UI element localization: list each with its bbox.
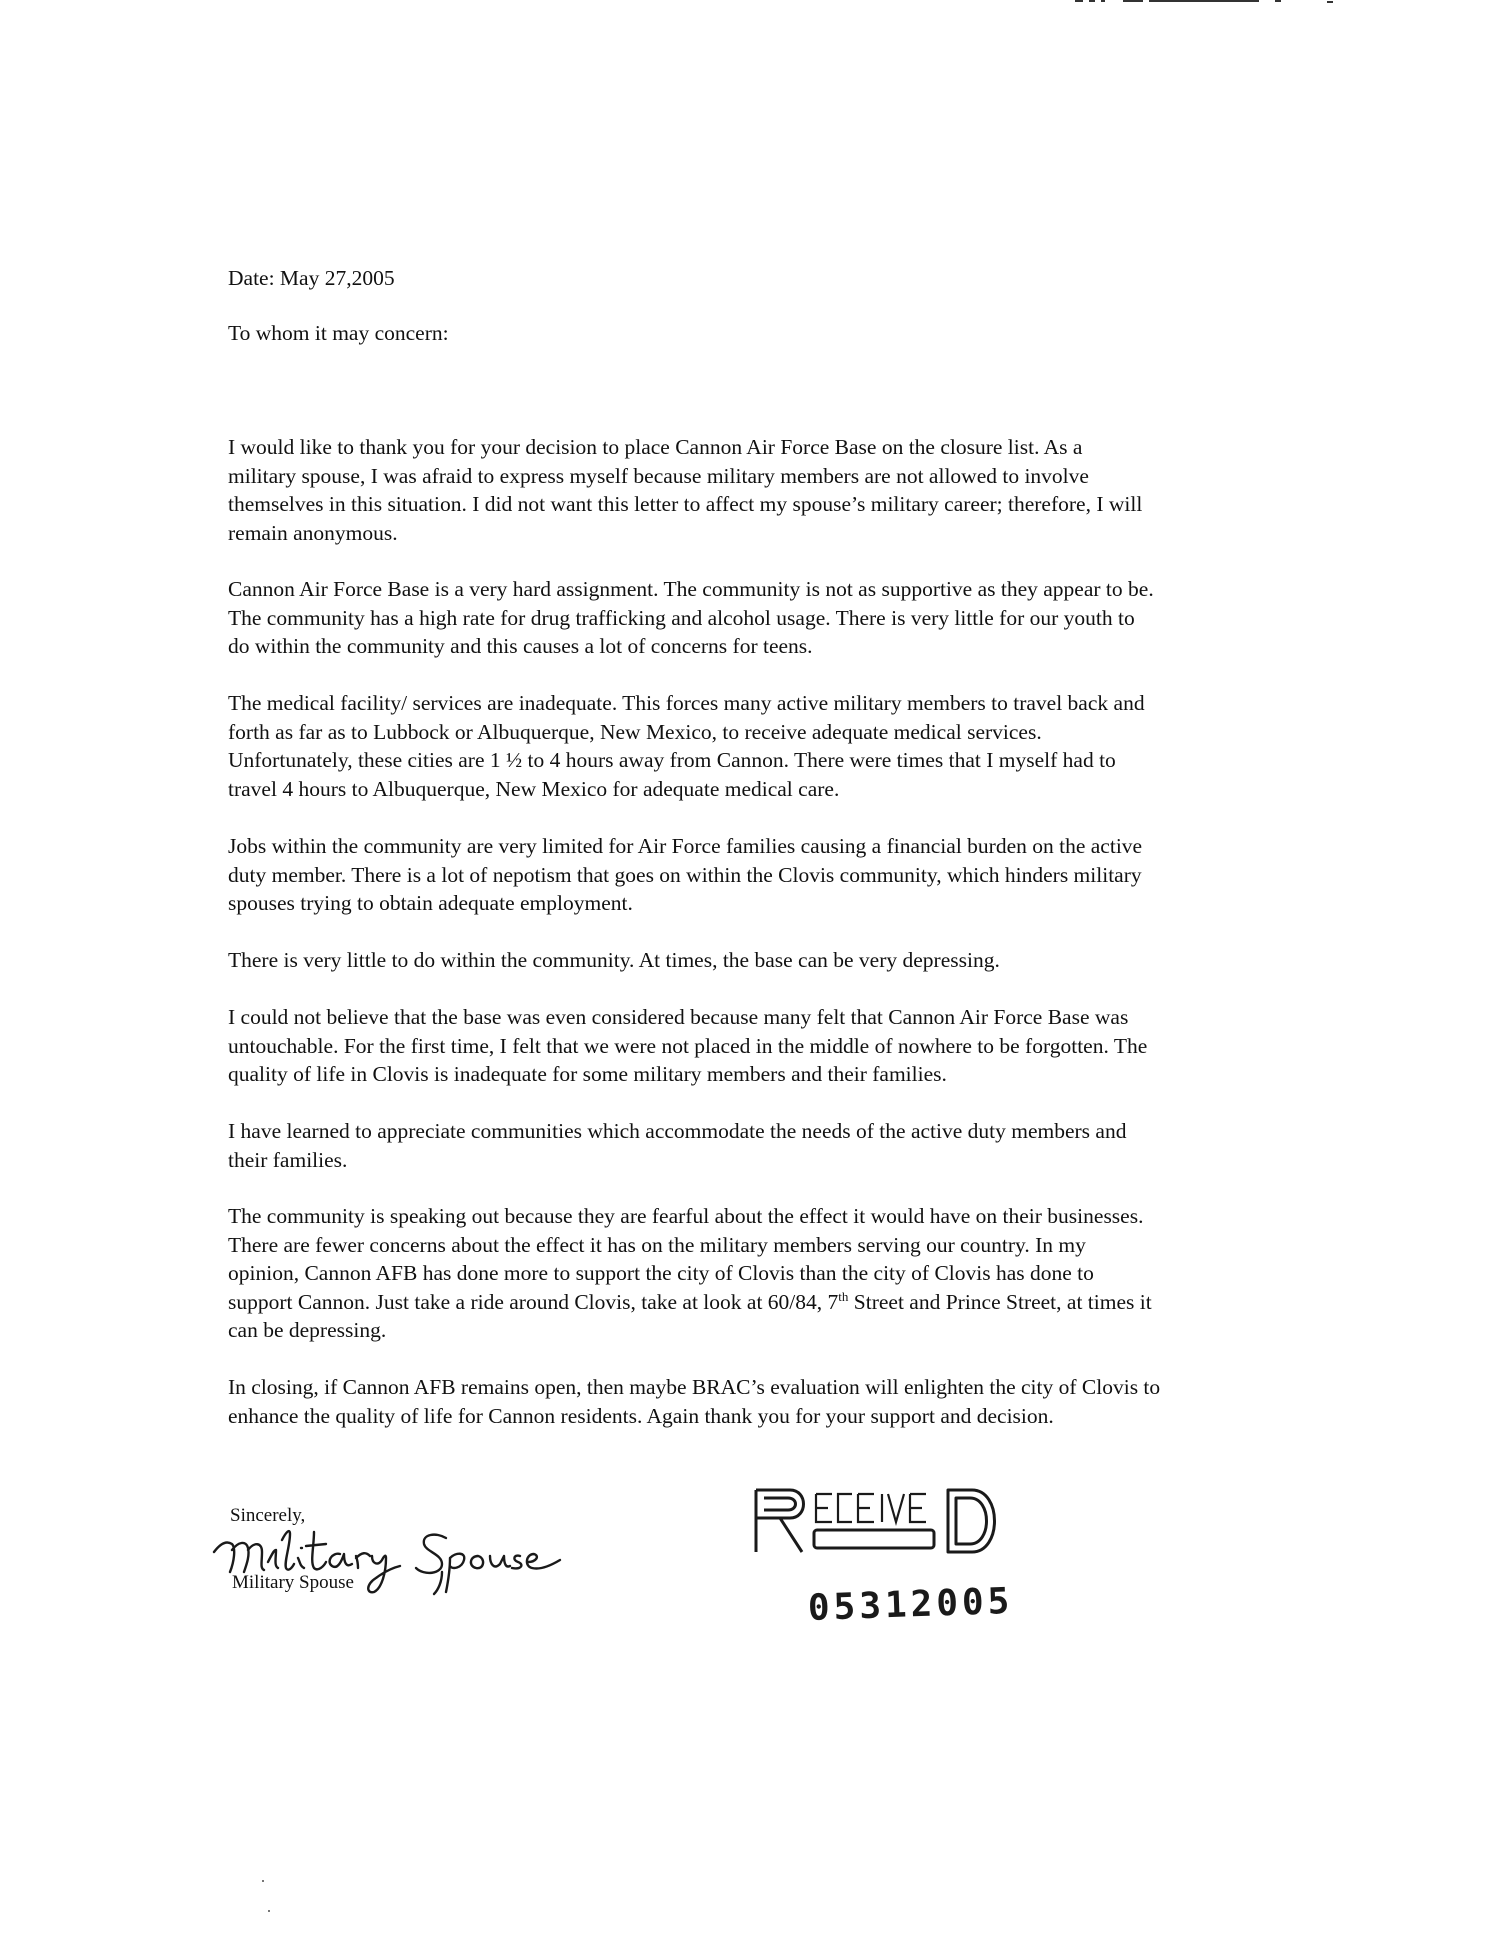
- paragraph-line: remain anonymous.: [228, 520, 398, 545]
- received-stamp: [750, 1482, 1010, 1562]
- paragraph-1: [228, 433, 1293, 547]
- scan-speck: [268, 1910, 270, 1912]
- paragraph-7: [228, 1117, 1293, 1174]
- paragraph-5: [228, 946, 1293, 975]
- paragraph-line: The medical facility/ services are inadequate. This forces many active military members to travel back and: [228, 691, 1145, 715]
- paragraph-9: [228, 1373, 1293, 1430]
- paragraph-line: travel 4 hours to Albuquerque, New Mexico for adequate medical care.: [228, 776, 840, 801]
- paragraph-line: I could not believe that the base was even considered because many felt that Cannon Air Force Base was: [228, 1005, 1129, 1029]
- paragraph-line: The community is speaking out because they are fearful about the effect it would have on their businesses.: [228, 1204, 1144, 1228]
- paragraph-6: [228, 1003, 1293, 1089]
- paragraph-line: There is very little to do within the community. At times, the base can be very depressing.: [228, 948, 1000, 972]
- stamp-date-number: 05312005: [807, 1580, 1014, 1629]
- paragraph-line: There are fewer concerns about the effect it has on the military members serving our country. In my: [228, 1232, 1086, 1257]
- paragraph-line: forth as far as to Lubbock or Albuquerque, New Mexico, to receive adequate medical services.: [228, 719, 1042, 744]
- paragraph-line: their families.: [228, 1147, 348, 1172]
- paragraph-line: duty member. There is a lot of nepotism that goes on within the Clovis community, which hinders military: [228, 862, 1142, 887]
- signer-name: Military Spouse: [232, 1572, 354, 1593]
- salutation: To whom it may concern:: [228, 321, 449, 345]
- paragraph-3: [228, 689, 1293, 803]
- paragraph-8: [228, 1202, 1293, 1345]
- paragraph-line: untouchable. For the first time, I felt that we were not placed in the middle of nowhere to be forgotten. The: [228, 1033, 1148, 1058]
- paragraph-2: [228, 575, 1293, 661]
- paragraph-line: quality of life in Clovis is inadequate for some military members and their families.: [228, 1062, 947, 1087]
- paragraph-line: opinion, Cannon AFB has done more to support the city of Clovis than the city of Clovis has done to: [228, 1261, 1094, 1286]
- paragraph-line: The community has a high rate for drug trafficking and alcohol usage. There is very little for our youth to: [228, 605, 1135, 630]
- paragraph-line: do within the community and this causes a lot of concerns for teens.: [228, 634, 813, 659]
- paragraph-line: enhance the quality of life for Cannon residents. Again thank you for your support and decision.: [228, 1403, 1054, 1428]
- paragraph-4: [228, 832, 1293, 918]
- scan-speck: [262, 1880, 264, 1882]
- scan-top-marks: [1075, 0, 1335, 6]
- paragraph-line: Unfortunately, these cities are 1 ½ to 4 hours away from Cannon. There were times that I myself had to: [228, 748, 1116, 773]
- paragraph-line: can be depressing.: [228, 1318, 387, 1343]
- paragraph-line: themselves in this situation. I did not want this letter to affect my spouse’s military career; therefore, I will: [228, 492, 1143, 517]
- closing: Sincerely,: [230, 1505, 306, 1526]
- date-line: Date: May 27,2005: [228, 266, 395, 290]
- paragraph-line: In closing, if Cannon AFB remains open, then maybe BRAC’s evaluation will enlighten the city of Clovis to: [228, 1375, 1161, 1399]
- paragraph-line: military spouse, I was afraid to express myself because military members are not allowed to involve: [228, 463, 1089, 488]
- paragraph-line-support: support Cannon. Just take a ride around Clovis, take at look at 60/84, 7th Street and Prince Street, at times it: [228, 1288, 1152, 1314]
- paragraph-line: Jobs within the community are very limited for Air Force families causing a financial burden on the active: [228, 834, 1143, 858]
- paragraph-line: I would like to thank you for your decision to place Cannon Air Force Base on the closure list. As a: [228, 435, 1083, 459]
- paragraph-line: I have learned to appreciate communities which accommodate the needs of the active duty members and: [228, 1119, 1127, 1143]
- paragraph-line: Cannon Air Force Base is a very hard assignment. The community is not as supportive as they appear to be.: [228, 577, 1154, 601]
- paragraph-line: spouses trying to obtain adequate employment.: [228, 891, 633, 916]
